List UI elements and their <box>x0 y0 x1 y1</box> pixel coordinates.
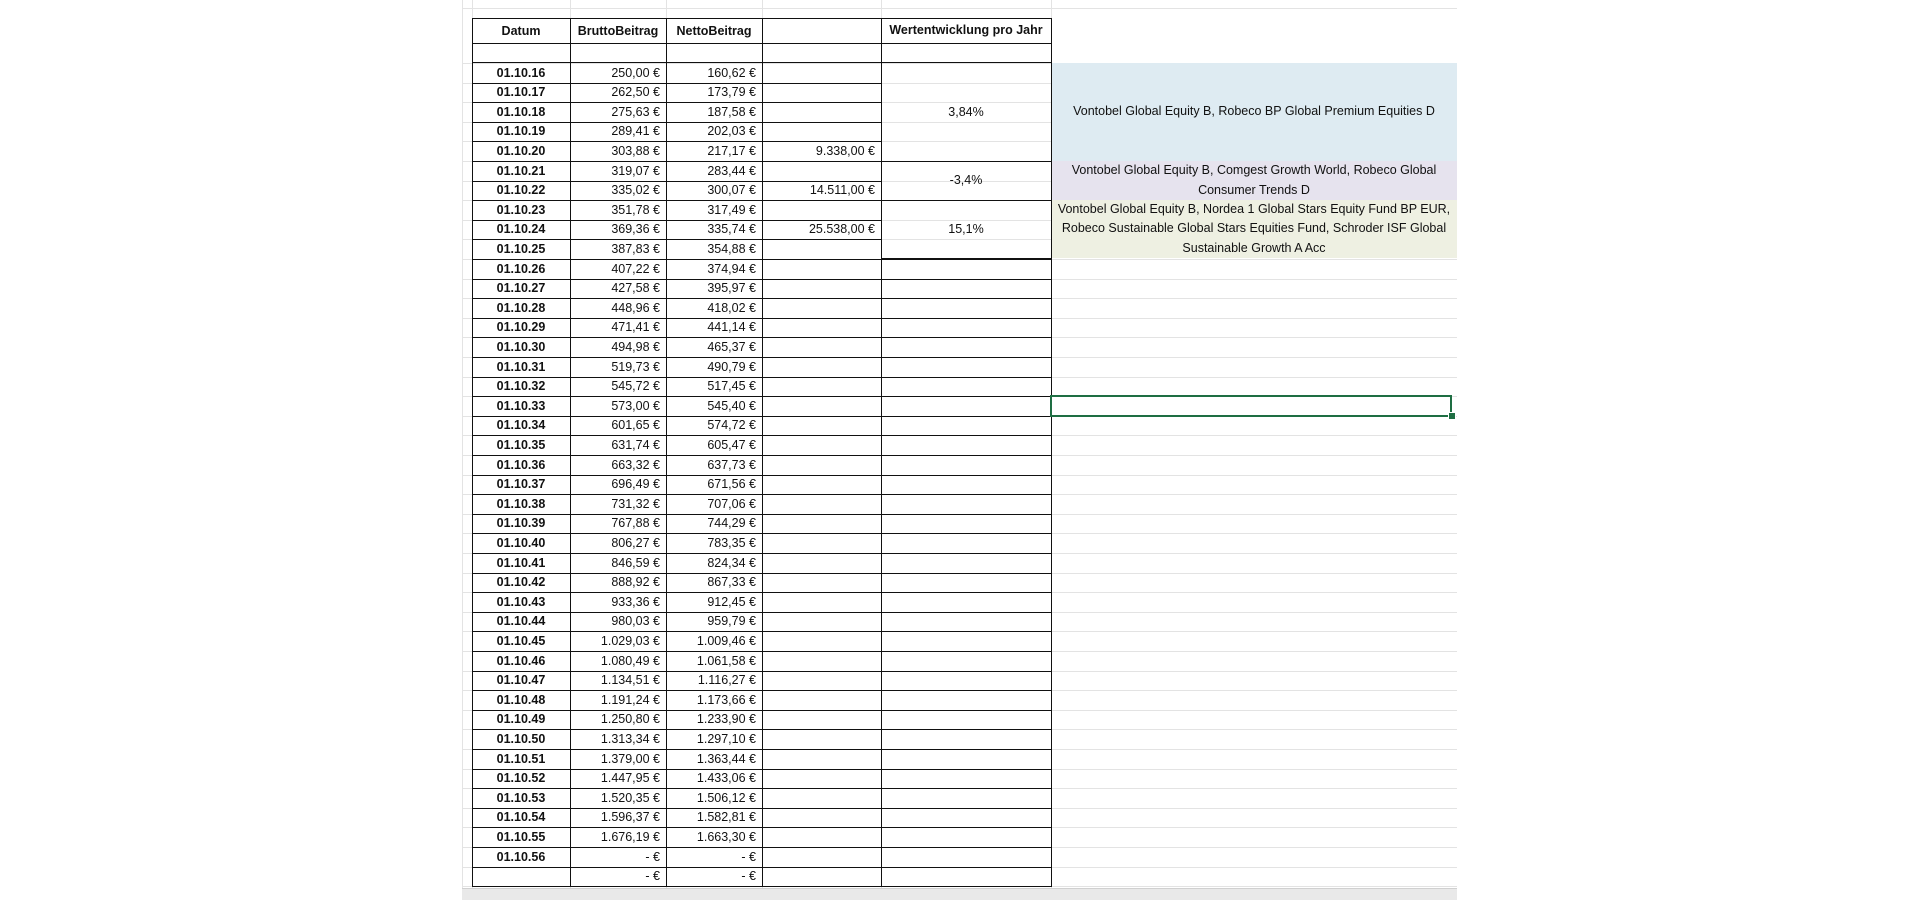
date-cell[interactable]: 01.10.45 <box>496 634 546 648</box>
total-cell[interactable] <box>762 83 881 102</box>
netto-cell[interactable]: 783,35 € <box>707 536 756 550</box>
cell-border <box>881 690 1051 691</box>
brutto-cell[interactable]: 888,92 € <box>611 575 660 589</box>
cell-border <box>472 729 881 730</box>
total-cell[interactable] <box>762 788 881 808</box>
cell-border <box>472 239 881 240</box>
netto-cell[interactable]: 912,45 € <box>707 595 756 609</box>
total-cell[interactable] <box>762 553 881 573</box>
date-cell[interactable]: 01.10.41 <box>496 556 546 570</box>
fund-note-1[interactable]: Vontobel Global Equity B, Robeco BP Global Premium Equities D <box>1051 63 1457 161</box>
cell-border <box>472 102 881 103</box>
total-cell[interactable] <box>762 847 881 867</box>
cell-border <box>881 671 1051 672</box>
total-cell[interactable] <box>762 122 881 141</box>
brutto-cell[interactable]: 806,27 € <box>611 536 660 550</box>
brutto-cell[interactable]: 387,83 € <box>611 242 660 256</box>
netto-cell[interactable]: 1.663,30 € <box>696 830 756 844</box>
total-cell[interactable] <box>762 161 881 181</box>
netto-cell[interactable]: 300,07 € <box>707 183 756 197</box>
total-cell[interactable] <box>762 749 881 769</box>
cell-border <box>881 886 1051 887</box>
cell-border <box>762 18 763 887</box>
netto-cell[interactable]: 517,45 € <box>707 379 756 393</box>
cell-border <box>881 729 1051 730</box>
brutto-cell[interactable]: 335,02 € <box>611 183 660 197</box>
cell-border <box>881 318 1051 319</box>
fill-handle[interactable] <box>1448 412 1456 420</box>
brutto-cell[interactable]: 319,07 € <box>611 164 660 178</box>
netto-cell[interactable]: 1.116,27 € <box>697 673 756 687</box>
brutto-cell[interactable]: 846,59 € <box>611 556 660 570</box>
netto-cell[interactable]: 867,33 € <box>707 575 756 589</box>
date-cell[interactable]: 01.10.28 <box>496 301 546 315</box>
cell-border <box>881 435 1051 436</box>
cell-border <box>472 514 881 515</box>
brutto-cell[interactable]: 1.447,95 € <box>600 771 660 785</box>
total-cell[interactable] <box>762 533 881 553</box>
netto-cell[interactable]: 1.506,12 € <box>696 791 756 805</box>
date-cell[interactable]: 01.10.47 <box>496 673 546 687</box>
date-cell[interactable]: 01.10.34 <box>496 418 546 432</box>
netto-cell[interactable]: 187,58 € <box>707 105 756 119</box>
cell-border <box>1051 18 1052 887</box>
cell-border <box>881 279 1051 280</box>
cell-border <box>472 886 881 887</box>
cell-border <box>881 18 882 887</box>
date-cell[interactable]: 01.10.21 <box>496 164 546 178</box>
netto-cell[interactable]: 317,49 € <box>707 203 756 217</box>
brutto-cell[interactable]: 1.191,24 € <box>600 693 660 707</box>
date-cell[interactable]: 01.10.30 <box>496 340 546 354</box>
date-cell[interactable]: 01.10.39 <box>496 516 546 530</box>
cell-border <box>472 279 881 280</box>
netto-cell[interactable]: 707,06 € <box>707 497 756 511</box>
brutto-cell[interactable]: 351,78 € <box>611 203 660 217</box>
cell-border <box>472 357 881 358</box>
date-cell[interactable]: 01.10.19 <box>496 124 546 138</box>
date-cell[interactable]: 01.10.53 <box>496 791 546 805</box>
date-cell[interactable]: 01.10.24 <box>496 222 546 236</box>
cell-border <box>472 494 881 495</box>
netto-cell[interactable]: 173,79 € <box>707 85 756 99</box>
total-cell[interactable] <box>762 377 881 396</box>
brutto-cell[interactable]: 369,36 € <box>611 222 660 236</box>
total-cell[interactable] <box>762 671 881 690</box>
cell-border <box>472 122 881 123</box>
cell-border <box>472 808 881 809</box>
date-cell[interactable]: 01.10.17 <box>496 85 546 99</box>
netto-cell[interactable]: 1.233,90 € <box>696 712 756 726</box>
cell-border <box>881 573 1051 574</box>
brutto-cell[interactable]: 980,03 € <box>611 614 660 628</box>
header-brutto[interactable]: BruttoBeitrag <box>577 24 659 38</box>
brutto-cell[interactable]: 1.520,35 € <box>600 791 660 805</box>
brutto-cell[interactable]: 1.676,19 € <box>600 830 660 844</box>
total-cell[interactable] <box>762 396 881 416</box>
netto-cell[interactable]: 283,44 € <box>707 164 756 178</box>
date-cell[interactable]: 01.10.50 <box>496 732 546 746</box>
cell-border <box>881 475 1051 476</box>
brutto-cell[interactable]: 250,00 € <box>611 66 660 80</box>
netto-cell[interactable]: - € <box>741 869 756 883</box>
cell-border <box>881 631 1051 632</box>
netto-cell[interactable]: 490,79 € <box>707 360 756 374</box>
cell-border <box>472 847 881 848</box>
cell-border <box>881 200 1051 201</box>
cell-border <box>881 514 1051 515</box>
cell-border <box>472 612 881 613</box>
brutto-cell[interactable]: 1.134,51 € <box>600 673 660 687</box>
date-cell[interactable]: 01.10.33 <box>496 399 546 413</box>
date-cell[interactable]: 01.10.52 <box>496 771 546 785</box>
netto-cell[interactable]: 1.061,58 € <box>696 654 756 668</box>
date-cell[interactable]: 01.10.40 <box>496 536 546 550</box>
header-netto[interactable]: NettoBeitrag <box>676 24 752 38</box>
netto-cell[interactable]: 545,40 € <box>707 399 756 413</box>
cell-border <box>881 769 1051 770</box>
cell-border <box>472 769 881 770</box>
total-cell[interactable] <box>762 867 881 886</box>
cell-border <box>472 337 881 338</box>
cell-border <box>472 651 881 652</box>
cell-border <box>881 455 1051 456</box>
total-cell[interactable] <box>762 475 881 494</box>
total-cell[interactable] <box>762 455 881 475</box>
brutto-cell[interactable]: 427,58 € <box>611 281 660 295</box>
netto-cell[interactable]: 202,03 € <box>707 124 756 138</box>
fund-note-2[interactable]: Vontobel Global Equity B, Comgest Growth World, Robeco Global Consumer Trends D <box>1051 161 1457 200</box>
cell-border <box>472 710 881 711</box>
total-cell[interactable]: 25.538,00 € <box>808 222 875 236</box>
netto-cell[interactable]: 1.173,66 € <box>696 693 756 707</box>
total-cell[interactable] <box>762 298 881 318</box>
cell-border <box>881 847 1051 848</box>
brutto-cell[interactable]: 303,88 € <box>611 144 660 158</box>
netto-cell[interactable]: 744,29 € <box>707 516 756 530</box>
total-cell[interactable]: 9.338,00 € <box>815 144 875 158</box>
cell-border <box>881 808 1051 809</box>
netto-cell[interactable]: 374,94 € <box>707 262 756 276</box>
date-cell[interactable]: 01.10.36 <box>496 458 546 472</box>
cell-border <box>472 83 881 84</box>
netto-cell[interactable]: 959,79 € <box>707 614 756 628</box>
netto-cell[interactable]: 1.297,10 € <box>696 732 756 746</box>
cell-border <box>472 298 881 299</box>
cell-border <box>472 827 881 828</box>
total-cell[interactable] <box>762 573 881 592</box>
date-cell[interactable]: 01.10.23 <box>496 203 546 217</box>
total-cell[interactable] <box>762 514 881 533</box>
netto-cell[interactable]: - € <box>741 850 756 864</box>
cell-border <box>472 631 881 632</box>
total-cell[interactable] <box>762 102 881 122</box>
total-cell[interactable] <box>762 592 881 612</box>
cell-border <box>472 867 881 868</box>
total-cell[interactable] <box>762 416 881 435</box>
netto-cell[interactable]: 160,62 € <box>707 66 756 80</box>
total-cell[interactable] <box>762 279 881 298</box>
brutto-cell[interactable]: 262,50 € <box>611 85 660 99</box>
netto-cell[interactable]: 1.433,06 € <box>696 771 756 785</box>
brutto-cell[interactable]: 1.080,49 € <box>600 654 660 668</box>
total-cell[interactable] <box>762 769 881 788</box>
date-cell[interactable]: 01.10.31 <box>496 360 546 374</box>
cell-border <box>472 259 881 260</box>
cell-border <box>881 749 1051 750</box>
cell-border <box>472 671 881 672</box>
cell-border <box>472 18 473 887</box>
brutto-cell[interactable]: 1.313,34 € <box>600 732 660 746</box>
date-cell[interactable]: 01.10.51 <box>496 752 546 766</box>
total-cell[interactable] <box>762 612 881 631</box>
brutto-cell[interactable]: 545,72 € <box>611 379 660 393</box>
netto-cell[interactable]: 335,74 € <box>707 222 756 236</box>
brutto-cell[interactable]: 448,96 € <box>611 301 660 315</box>
total-cell[interactable] <box>762 435 881 455</box>
brutto-cell[interactable]: 275,63 € <box>611 105 660 119</box>
cell-border <box>472 533 881 534</box>
cell-border <box>472 200 881 201</box>
cell-border <box>881 827 1051 828</box>
date-cell[interactable]: 01.10.25 <box>496 242 546 256</box>
total-cell[interactable] <box>762 200 881 220</box>
cell-border <box>881 161 1051 162</box>
cell-border <box>472 573 881 574</box>
date-cell[interactable]: 01.10.37 <box>496 477 546 491</box>
horizontal-scrollbar[interactable] <box>462 888 1457 900</box>
date-cell[interactable]: 01.10.16 <box>496 66 546 80</box>
cell-border <box>472 416 881 417</box>
total-cell[interactable] <box>762 259 881 279</box>
cell-border <box>472 396 881 397</box>
cell-border <box>881 494 1051 495</box>
growth-value-2[interactable]: -3,4% <box>949 173 983 187</box>
date-cell[interactable]: 01.10.27 <box>496 281 546 295</box>
total-cell[interactable] <box>762 631 881 651</box>
total-cell[interactable] <box>762 729 881 749</box>
total-cell[interactable] <box>762 318 881 337</box>
brutto-cell[interactable]: 289,41 € <box>611 124 660 138</box>
brutto-cell[interactable]: 573,00 € <box>611 399 660 413</box>
cell-border <box>472 161 881 162</box>
cell-border <box>472 749 881 750</box>
cell-border <box>881 867 1051 868</box>
brutto-cell[interactable]: 663,32 € <box>611 458 660 472</box>
total-cell[interactable]: 14.511,00 € <box>809 183 875 197</box>
cell-border <box>881 337 1051 338</box>
date-cell[interactable]: 01.10.55 <box>496 830 546 844</box>
cell-border <box>881 710 1051 711</box>
total-cell[interactable] <box>762 710 881 729</box>
netto-cell[interactable]: 605,47 € <box>707 438 756 452</box>
date-cell[interactable] <box>472 867 570 886</box>
date-cell[interactable]: 01.10.42 <box>496 575 546 589</box>
cell-border <box>881 357 1051 358</box>
total-cell[interactable] <box>762 651 881 671</box>
selected-cell[interactable] <box>1050 395 1452 417</box>
brutto-cell[interactable]: 767,88 € <box>611 516 660 530</box>
date-cell[interactable]: 01.10.43 <box>496 595 546 609</box>
total-cell[interactable] <box>762 808 881 827</box>
netto-cell[interactable]: 1.009,46 € <box>696 634 756 648</box>
brutto-cell[interactable]: 696,49 € <box>611 477 660 491</box>
brutto-cell[interactable]: 601,65 € <box>611 418 660 432</box>
cell-border <box>472 455 881 456</box>
cell-border <box>570 18 571 887</box>
cell-border <box>881 612 1051 613</box>
brutto-cell[interactable]: 1.250,80 € <box>600 712 660 726</box>
brutto-cell[interactable]: 519,73 € <box>611 360 660 374</box>
growth-value-1[interactable]: 3,84% <box>948 105 984 119</box>
cell-border <box>881 377 1051 378</box>
netto-cell[interactable]: 217,17 € <box>707 144 756 158</box>
netto-cell[interactable]: 671,56 € <box>707 477 756 491</box>
cell-border <box>881 298 1051 299</box>
cell-border <box>472 435 881 436</box>
cell-border <box>881 416 1051 417</box>
total-cell[interactable] <box>762 239 881 259</box>
cell-border <box>472 592 881 593</box>
netto-cell[interactable]: 1.363,44 € <box>696 752 756 766</box>
total-cell[interactable] <box>762 357 881 377</box>
spreadsheet-grid[interactable] <box>462 0 1457 900</box>
netto-cell[interactable]: 1.582,81 € <box>696 810 756 824</box>
cell-border <box>472 788 881 789</box>
netto-cell[interactable]: 441,14 € <box>707 320 756 334</box>
cell-border <box>881 788 1051 789</box>
cell-border <box>881 553 1051 554</box>
brutto-cell[interactable]: - € <box>645 869 660 883</box>
date-cell[interactable]: 01.10.32 <box>496 379 546 393</box>
netto-cell[interactable]: 465,37 € <box>707 340 756 354</box>
header-wertentwicklung[interactable]: Wertentwicklung pro Jahr <box>889 23 1043 37</box>
date-cell[interactable]: 01.10.26 <box>496 262 546 276</box>
netto-cell[interactable]: 574,72 € <box>707 418 756 432</box>
brutto-cell[interactable]: 933,36 € <box>611 595 660 609</box>
cell-border <box>881 259 1051 260</box>
total-cell[interactable] <box>762 827 881 847</box>
cell-border <box>472 553 881 554</box>
cell-border <box>472 377 881 378</box>
date-cell[interactable]: 01.10.29 <box>496 320 546 334</box>
cell-border <box>881 533 1051 534</box>
date-cell[interactable]: 01.10.22 <box>496 183 546 197</box>
brutto-cell[interactable]: - € <box>645 850 660 864</box>
date-cell[interactable]: 01.10.20 <box>496 144 546 158</box>
total-cell[interactable] <box>762 63 881 83</box>
cell-border <box>472 220 881 221</box>
total-cell[interactable] <box>762 337 881 357</box>
brutto-cell[interactable]: 494,98 € <box>611 340 660 354</box>
brutto-cell[interactable]: 1.379,00 € <box>600 752 660 766</box>
date-cell[interactable]: 01.10.56 <box>496 850 546 864</box>
date-cell[interactable]: 01.10.54 <box>496 810 546 824</box>
date-cell[interactable]: 01.10.49 <box>496 712 546 726</box>
cell-border <box>881 396 1051 397</box>
netto-cell[interactable]: 824,34 € <box>707 556 756 570</box>
cell-border <box>881 592 1051 593</box>
netto-cell[interactable]: 395,97 € <box>707 281 756 295</box>
cell-border <box>666 18 667 887</box>
cell-border <box>472 181 881 182</box>
brutto-cell[interactable]: 407,22 € <box>611 262 660 276</box>
date-cell[interactable]: 01.10.44 <box>496 614 546 628</box>
brutto-cell[interactable]: 731,32 € <box>611 497 660 511</box>
date-cell[interactable]: 01.10.38 <box>496 497 546 511</box>
netto-cell[interactable]: 637,73 € <box>707 458 756 472</box>
cell-border <box>472 690 881 691</box>
header-blank[interactable] <box>762 20 881 43</box>
header-datum[interactable]: Datum <box>501 24 541 38</box>
date-cell[interactable]: 01.10.48 <box>496 693 546 707</box>
fund-note-3[interactable]: Vontobel Global Equity B, Nordea 1 Global Stars Equity Fund BP EUR, Robeco Sustainable Global Stars Equities Fund, Schroder ISF Global Sustainable Growth A Acc <box>1051 200 1457 258</box>
netto-cell[interactable]: 354,88 € <box>707 242 756 256</box>
gridline-v <box>462 0 463 900</box>
brutto-cell[interactable]: 631,74 € <box>611 438 660 452</box>
date-cell[interactable]: 01.10.46 <box>496 654 546 668</box>
total-cell[interactable] <box>762 494 881 514</box>
brutto-cell[interactable]: 471,41 € <box>611 320 660 334</box>
date-cell[interactable]: 01.10.35 <box>496 438 546 452</box>
date-cell[interactable]: 01.10.18 <box>496 105 546 119</box>
cell-border <box>472 475 881 476</box>
cell-border <box>472 318 881 319</box>
brutto-cell[interactable]: 1.029,03 € <box>600 634 660 648</box>
growth-value-3[interactable]: 15,1% <box>948 222 984 236</box>
brutto-cell[interactable]: 1.596,37 € <box>600 810 660 824</box>
total-cell[interactable] <box>762 690 881 710</box>
cell-border <box>472 141 881 142</box>
cell-border <box>881 651 1051 652</box>
gridline-h <box>462 8 1457 9</box>
netto-cell[interactable]: 418,02 € <box>707 301 756 315</box>
